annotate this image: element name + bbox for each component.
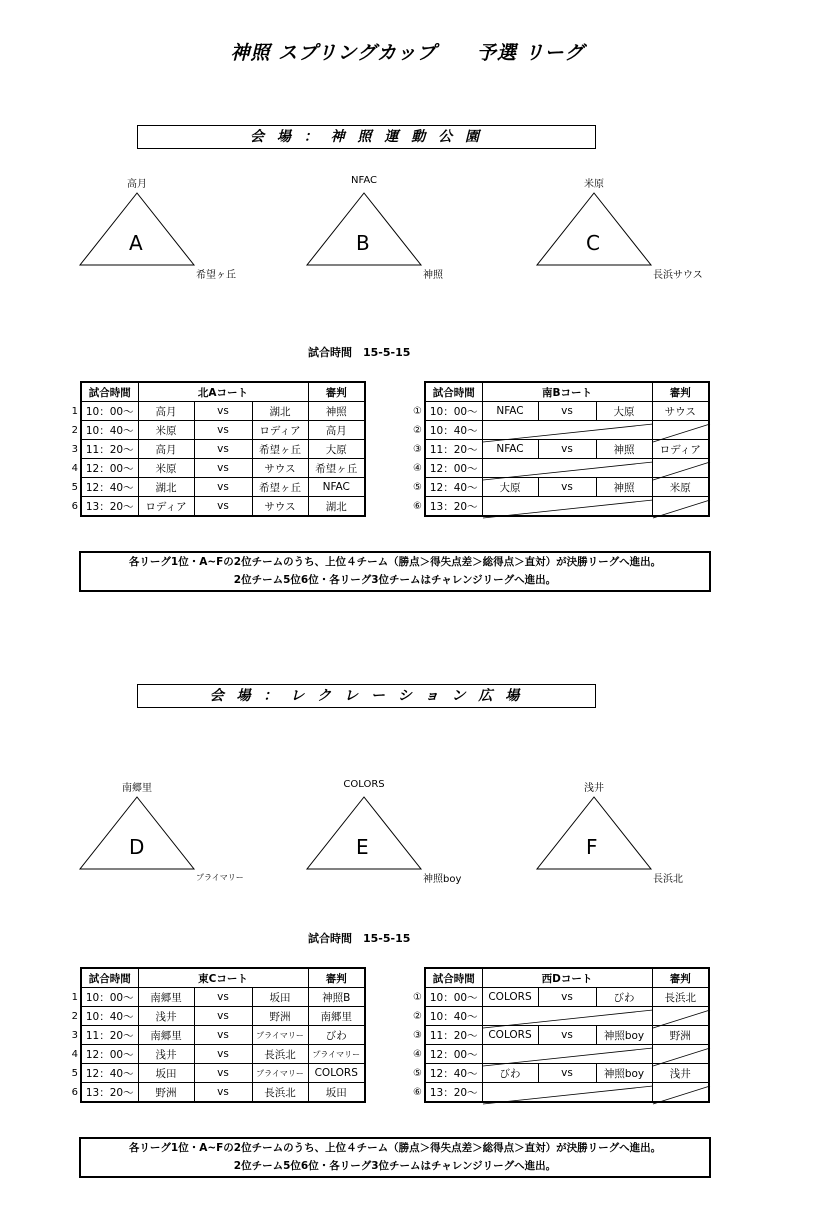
- schedule-table-courtc: [80, 967, 366, 1103]
- advancement-notice-1: [79, 551, 711, 592]
- table-row: [425, 1045, 709, 1064]
- row-number: ①: [413, 992, 422, 1003]
- team-top: 米原: [584, 179, 604, 190]
- cell-home-team: 高月: [138, 402, 194, 421]
- cell-vs: vs: [194, 402, 252, 421]
- team-top: 高月: [127, 179, 147, 190]
- match-time-label-1: 試合時間 15-5-15: [308, 346, 411, 359]
- cell-home-team: 野洲: [138, 1083, 194, 1103]
- group-label: B: [356, 231, 370, 255]
- cell-home-team: 浅井: [138, 1045, 194, 1064]
- row-number: ④: [413, 1049, 422, 1060]
- cell-vs: vs: [194, 1045, 252, 1064]
- cell-time: 10：40～: [425, 421, 482, 440]
- cell-vs: vs: [194, 440, 252, 459]
- cell-time: 12：40～: [425, 478, 482, 497]
- cell-away-team: プライマリー: [252, 1026, 308, 1045]
- cell-empty-referee: [652, 497, 709, 517]
- cell-referee: 神照: [308, 402, 365, 421]
- table-row: [425, 440, 709, 459]
- cell-home-team: 坂田: [138, 1064, 194, 1083]
- triangle-shape: [535, 191, 653, 267]
- group-label: D: [129, 835, 145, 859]
- cell-vs: vs: [538, 1064, 596, 1083]
- row-number: 1: [71, 992, 78, 1003]
- table-row: [425, 1026, 709, 1045]
- table-row: [81, 1007, 365, 1026]
- row-number: 4: [71, 463, 78, 474]
- cell-empty-referee: [652, 1007, 709, 1026]
- cell-home-team: NFAC: [482, 402, 538, 421]
- cell-home-team: NFAC: [482, 440, 538, 459]
- cell-away-team: ロディア: [252, 421, 308, 440]
- header-time: 試合時間: [81, 382, 138, 402]
- row-number: 4: [71, 1049, 78, 1060]
- group-label: E: [356, 835, 369, 859]
- cell-referee: 希望ヶ丘: [308, 459, 365, 478]
- table-row: [81, 988, 365, 1007]
- table-row: [81, 440, 365, 459]
- cell-vs: vs: [194, 459, 252, 478]
- cell-home-team: 米原: [138, 421, 194, 440]
- cell-home-team: 浅井: [138, 1007, 194, 1026]
- row-number: ⑤: [413, 1068, 422, 1079]
- header-time: 試合時間: [81, 968, 138, 988]
- venue-title-2: 会 場 ： レ ク レ ー シ ョ ン 広 場: [137, 684, 596, 708]
- row-number: ③: [413, 1030, 422, 1041]
- cell-referee: 米原: [652, 478, 709, 497]
- triangle-shape: [305, 795, 423, 871]
- cell-away-team: 大原: [596, 402, 652, 421]
- cell-away-team: 長浜北: [252, 1045, 308, 1064]
- row-number: ②: [413, 425, 422, 436]
- row-number: ⑤: [413, 482, 422, 493]
- cell-time: 11：20～: [425, 1026, 482, 1045]
- cell-empty-match: [482, 1083, 652, 1103]
- cell-away-team: びわ: [596, 988, 652, 1007]
- row-number: 6: [71, 1087, 78, 1098]
- cell-referee: 高月: [308, 421, 365, 440]
- notice-line-1: 各リーグ1位・A~Fの2位チームのうち、上位４チーム（勝点＞得失点差＞総得点＞直対）が決勝リーグへ進出。: [128, 1142, 662, 1154]
- row-number: ③: [413, 444, 422, 455]
- row-number: ⑥: [413, 501, 422, 512]
- cell-away-team: 神照boy: [596, 1026, 652, 1045]
- cell-time: 10：40～: [81, 421, 138, 440]
- triangle-shape: [78, 795, 196, 871]
- cell-home-team: 米原: [138, 459, 194, 478]
- cell-away-team: サウス: [252, 497, 308, 517]
- table-row: [425, 402, 709, 421]
- table-row: [81, 1064, 365, 1083]
- cell-time: 10：00～: [81, 988, 138, 1007]
- cell-empty-referee: [652, 459, 709, 478]
- cell-referee: 神照B: [308, 988, 365, 1007]
- header-referee: 審判: [652, 968, 709, 988]
- cell-away-team: 野洲: [252, 1007, 308, 1026]
- notice-line-2: 2位チーム5位6位・各リーグ3位チームはチャレンジリーグへ進出。: [233, 574, 557, 586]
- cell-vs: vs: [194, 1026, 252, 1045]
- table-row: [425, 1064, 709, 1083]
- row-number: 5: [71, 482, 78, 493]
- match-time-label-2: 試合時間 15-5-15: [308, 932, 411, 945]
- table-row: [81, 421, 365, 440]
- cell-time: 13：20～: [425, 1083, 482, 1103]
- team-right: 希望ヶ丘: [196, 270, 236, 281]
- cell-away-team: 湖北: [252, 402, 308, 421]
- header-court-name: 南Bコート: [482, 382, 652, 402]
- cell-time: 12：00～: [81, 459, 138, 478]
- table-row: [425, 421, 709, 440]
- cell-home-team: ロディア: [138, 497, 194, 517]
- group-label: A: [129, 231, 143, 255]
- team-right: 神照boy: [423, 874, 462, 885]
- team-right: 長浜サウス: [653, 270, 703, 281]
- cell-home-team: びわ: [482, 1064, 538, 1083]
- cell-time: 12：40～: [425, 1064, 482, 1083]
- cell-referee: 野洲: [652, 1026, 709, 1045]
- team-right: 神照: [423, 270, 443, 281]
- cell-referee: 坂田: [308, 1083, 365, 1103]
- row-number: 1: [71, 406, 78, 417]
- table-row: [81, 497, 365, 517]
- cell-time: 13：20～: [81, 1083, 138, 1103]
- row-number: 2: [71, 1011, 78, 1022]
- cell-vs: vs: [194, 421, 252, 440]
- header-court-name: 北Aコート: [138, 382, 308, 402]
- notice-line-2: 2位チーム5位6位・各リーグ3位チームはチャレンジリーグへ進出。: [233, 1160, 557, 1172]
- cell-home-team: 湖北: [138, 478, 194, 497]
- notice-line-1: 各リーグ1位・A~Fの2位チームのうち、上位４チーム（勝点＞得失点差＞総得点＞直対）が決勝リーグへ進出。: [128, 556, 662, 568]
- cell-away-team: 希望ヶ丘: [252, 478, 308, 497]
- group-label: F: [586, 835, 598, 859]
- team-top: NFAC: [351, 175, 377, 186]
- cell-empty-match: [482, 1007, 652, 1026]
- cell-away-team: 希望ヶ丘: [252, 440, 308, 459]
- header-referee: 審判: [308, 382, 365, 402]
- table-row: [81, 1026, 365, 1045]
- cell-time: 13：20～: [425, 497, 482, 517]
- cell-away-team: 神照: [596, 478, 652, 497]
- table-row: [81, 478, 365, 497]
- row-number: 3: [71, 1030, 78, 1041]
- cell-vs: vs: [194, 497, 252, 517]
- group-label: C: [586, 231, 600, 255]
- cell-referee: ロディア: [652, 440, 709, 459]
- team-right: プライマリー: [196, 873, 244, 882]
- table-row: [425, 1083, 709, 1103]
- cell-away-team: 神照: [596, 440, 652, 459]
- table-row: [425, 459, 709, 478]
- cell-time: 10：00～: [81, 402, 138, 421]
- cell-time: 12：00～: [425, 1045, 482, 1064]
- team-top: 浅井: [584, 783, 604, 794]
- cell-referee: COLORS: [308, 1064, 365, 1083]
- header-court-name: 東Cコート: [138, 968, 308, 988]
- triangle-shape: [78, 191, 196, 267]
- cell-time: 11：20～: [81, 1026, 138, 1045]
- advancement-notice-2: [79, 1137, 711, 1178]
- row-number: ④: [413, 463, 422, 474]
- table-row: [81, 1083, 365, 1103]
- cell-time: 10：40～: [425, 1007, 482, 1026]
- cell-away-team: 坂田: [252, 988, 308, 1007]
- row-number: ①: [413, 406, 422, 417]
- cell-home-team: COLORS: [482, 988, 538, 1007]
- cell-time: 10：40～: [81, 1007, 138, 1026]
- cell-vs: vs: [194, 478, 252, 497]
- cell-away-team: 長浜北: [252, 1083, 308, 1103]
- header-court-name: 西Dコート: [482, 968, 652, 988]
- cell-time: 12：40～: [81, 1064, 138, 1083]
- cell-empty-referee: [652, 1083, 709, 1103]
- cell-time: 11：20～: [425, 440, 482, 459]
- cell-referee: NFAC: [308, 478, 365, 497]
- cell-away-team: サウス: [252, 459, 308, 478]
- cell-time: 10：00～: [425, 402, 482, 421]
- row-number: ⑥: [413, 1087, 422, 1098]
- table-row: [425, 478, 709, 497]
- cell-referee: 南郷里: [308, 1007, 365, 1026]
- page-title: 神照 スプリングカップ 予選 リーグ: [230, 42, 585, 64]
- cell-away-team: 神照boy: [596, 1064, 652, 1083]
- table-row: [81, 459, 365, 478]
- cell-vs: vs: [538, 988, 596, 1007]
- cell-referee: 長浜北: [652, 988, 709, 1007]
- table-row: [81, 1045, 365, 1064]
- row-number: 2: [71, 425, 78, 436]
- cell-time: 12：00～: [81, 1045, 138, 1064]
- cell-empty-match: [482, 497, 652, 517]
- cell-vs: vs: [194, 1064, 252, 1083]
- cell-time: 12：40～: [81, 478, 138, 497]
- triangle-shape: [535, 795, 653, 871]
- row-number: 3: [71, 444, 78, 455]
- cell-home-team: 大原: [482, 478, 538, 497]
- cell-time: 11：20～: [81, 440, 138, 459]
- header-referee: 審判: [308, 968, 365, 988]
- cell-referee: プライマリー: [308, 1045, 365, 1064]
- cell-vs: vs: [194, 1007, 252, 1026]
- header-referee: 審判: [652, 382, 709, 402]
- row-number: 6: [71, 501, 78, 512]
- cell-referee: サウス: [652, 402, 709, 421]
- cell-home-team: COLORS: [482, 1026, 538, 1045]
- table-row: [425, 988, 709, 1007]
- cell-vs: vs: [194, 1083, 252, 1103]
- cell-empty-referee: [652, 421, 709, 440]
- cell-empty-match: [482, 459, 652, 478]
- cell-home-team: 南郷里: [138, 988, 194, 1007]
- cell-time: 13：20～: [81, 497, 138, 517]
- cell-referee: びわ: [308, 1026, 365, 1045]
- cell-time: 10：00～: [425, 988, 482, 1007]
- team-top: 南郷里: [122, 783, 152, 794]
- row-number: 5: [71, 1068, 78, 1079]
- cell-vs: vs: [538, 440, 596, 459]
- team-top: COLORS: [343, 779, 385, 790]
- header-time: 試合時間: [425, 968, 482, 988]
- cell-vs: vs: [538, 478, 596, 497]
- cell-referee: 湖北: [308, 497, 365, 517]
- header-time: 試合時間: [425, 382, 482, 402]
- cell-empty-referee: [652, 1045, 709, 1064]
- cell-referee: 浅井: [652, 1064, 709, 1083]
- cell-vs: vs: [538, 1026, 596, 1045]
- schedule-table-courtb: [424, 381, 710, 517]
- cell-home-team: 南郷里: [138, 1026, 194, 1045]
- cell-empty-match: [482, 1045, 652, 1064]
- cell-time: 12：00～: [425, 459, 482, 478]
- cell-referee: 大原: [308, 440, 365, 459]
- row-number: ②: [413, 1011, 422, 1022]
- cell-empty-match: [482, 421, 652, 440]
- cell-vs: vs: [538, 402, 596, 421]
- cell-vs: vs: [194, 988, 252, 1007]
- table-row: [425, 497, 709, 517]
- table-row: [81, 402, 365, 421]
- triangle-shape: [305, 191, 423, 267]
- table-row: [425, 1007, 709, 1026]
- team-right: 長浜北: [653, 874, 683, 885]
- schedule-table-courta: [80, 381, 366, 517]
- schedule-table-courtd: [424, 967, 710, 1103]
- venue-title-1: 会 場 ： 神 照 運 動 公 園: [137, 125, 596, 149]
- cell-home-team: 高月: [138, 440, 194, 459]
- cell-away-team: プライマリー: [252, 1064, 308, 1083]
